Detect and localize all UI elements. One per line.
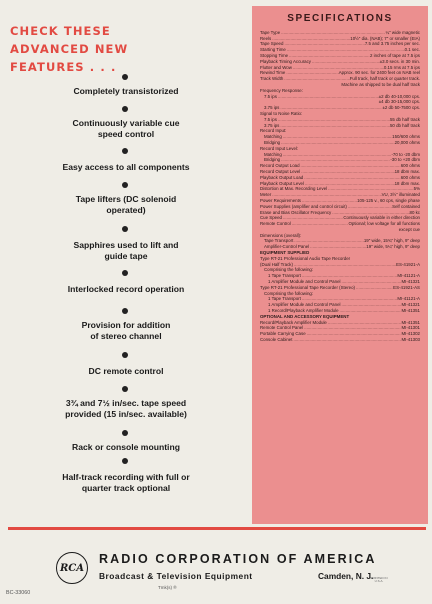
spec-subheading: Type RT-21 Professional Audio Tape Recorder — [260, 255, 351, 261]
spec-value: MI-41303 — [401, 337, 420, 343]
spec-subheading: Comprising the following: — [264, 267, 314, 273]
spec-value: 55 db half track — [389, 116, 420, 122]
feature-item — [8, 118, 244, 140]
spec-value: -30 to +20 dbm — [390, 157, 420, 163]
spec-label: 3.75 ips — [264, 122, 280, 128]
bullet-icon — [122, 148, 128, 154]
spec-label: Rewind Time — [260, 70, 286, 76]
feature-text: Half-track recording with full or quarter track optional — [62, 472, 190, 493]
spec-value: 20,000 ohms — [394, 139, 420, 145]
bullet-icon — [122, 308, 128, 314]
bullet-icon — [122, 182, 128, 188]
feature-text: Provision for addition of stereo channel — [81, 320, 171, 341]
spec-value: 600 ohms — [400, 174, 420, 180]
spec-label: Bridging — [264, 157, 281, 163]
spec-value: 19" wide, 15¾" high, 9" deep — [363, 238, 420, 244]
spec-value: ES-41921-A — [396, 261, 420, 267]
spec-value: 2 inches of tape at 7.5 ips — [369, 52, 420, 58]
spec-row — [260, 337, 420, 343]
spec-value: 19" wide, 5¼" high, 9" deep — [366, 244, 420, 250]
spec-value: ±3.0 secs. in 30 min. — [379, 58, 420, 64]
spec-label: Stopping Time — [260, 52, 289, 58]
spec-subheading: Record Input: — [260, 128, 287, 134]
bullet-icon — [122, 458, 128, 464]
feature-item — [8, 366, 244, 377]
spec-label: 1 Record/Playback Amplifier Module — [268, 308, 339, 314]
spec-value: -70 to -20 dbm — [391, 151, 420, 157]
division-name: Broadcast & Television Equipment — [99, 571, 253, 581]
spec-label: Playback Output Load — [260, 174, 304, 180]
spec-value: 0.1 sec. — [404, 47, 420, 53]
spec-label: 1 Amplifier Module and Control Panel — [268, 279, 341, 285]
spec-section-heading: EQUIPMENT SUPPLIED — [260, 250, 310, 256]
feature-text: Interlocked record operation — [67, 284, 185, 294]
spec-value: Optional; low voltage for all functions — [348, 221, 420, 227]
spec-subheading: Dimensions (overall): — [260, 232, 302, 238]
spec-label: Console Cabinet — [260, 337, 293, 343]
spec-value: MI-41121-A — [397, 296, 420, 302]
spec-section-heading: OPTIONAL AND ACCESSORY EQUIPMENT — [260, 313, 350, 319]
spec-label: Flutter and Wow — [260, 64, 292, 70]
leader-dots — [339, 308, 402, 314]
spec-row — [260, 285, 420, 291]
spec-value: ES-41921-AS — [393, 284, 420, 290]
spec-value-continued: Machine as shipped to be dual half track — [341, 81, 420, 87]
spec-label: Power Supplies (amplifier and control circuit) — [260, 203, 347, 209]
feature-item — [8, 86, 244, 97]
city: Camden, N. J. — [318, 571, 374, 581]
spec-label: Tape Type — [260, 29, 281, 35]
spec-value: ±2 db 50-7500 cps. — [382, 105, 420, 111]
spec-subheading: Signal to Noise Ratio: — [260, 110, 303, 116]
feature-text: DC remote control — [88, 366, 164, 376]
headline-line: FEATURES . . . — [10, 60, 117, 74]
spec-label: Remote Control Panel — [260, 325, 304, 331]
leader-dots — [355, 285, 393, 291]
spec-label: Record Output Load — [260, 163, 300, 169]
spec-value: VU, 3½" illuminated — [381, 192, 420, 198]
spec-label: Track Width — [260, 76, 284, 82]
bullet-icon — [122, 430, 128, 436]
bullet-icon — [122, 352, 128, 358]
spec-value: 7.5 and 3.75 inches per sec. — [364, 41, 420, 47]
spec-subheading: Record Input Level: — [260, 145, 299, 151]
spec-label: Portable Carrying Case — [260, 331, 306, 337]
spec-label: Meter — [260, 192, 272, 198]
spec-row — [260, 308, 420, 314]
spec-value: 0.15 rms at 7.5 ips — [383, 64, 420, 70]
spec-label: 7.5 ips — [264, 116, 277, 122]
spec-value: 10½" dia. (NAB); 7" or smaller (EIA) — [350, 35, 420, 41]
specifications-title: SPECIFICATIONS — [287, 13, 393, 24]
bullet-icon — [122, 106, 128, 112]
rca-logo-text: RCA — [59, 562, 85, 574]
bullet-icon — [122, 74, 128, 80]
feature-item — [8, 284, 244, 295]
feature-text: Sapphires used to lift and guide tape — [73, 240, 179, 261]
bullet-icon — [122, 226, 128, 232]
feature-text: Rack or console mounting — [72, 442, 180, 452]
feature-text: Completely transistorized — [73, 86, 179, 96]
spec-value-continued: except cue — [398, 226, 420, 232]
spec-label: Bridging — [264, 139, 281, 145]
spec-label: 3.75 ips — [264, 105, 280, 111]
spec-value: MI-41351 — [401, 319, 420, 325]
leader-dots — [283, 76, 349, 82]
headline-line: CHECK THESE — [10, 24, 111, 38]
spec-label: 1 Tape Transport — [268, 296, 301, 302]
spec-value: 50 db half track — [389, 122, 420, 128]
headline-line: ADVANCED NEW — [10, 42, 129, 56]
spec-value: ¼" wide magnetic — [385, 29, 420, 35]
specifications-panel — [252, 6, 428, 524]
spec-label: Matching — [264, 151, 282, 157]
spec-value: MI-41321 — [401, 279, 420, 285]
spec-label: 1 Tape Transport — [268, 273, 301, 279]
spec-label: (Dual Half Track) — [260, 261, 293, 267]
spec-subheading: Frequency Response: — [260, 87, 303, 93]
headline — [10, 22, 250, 76]
spec-label: Record Output Level — [260, 168, 301, 174]
feature-text: Easy access to all components — [62, 162, 190, 172]
spec-label: Amplifier-Control Panel — [264, 244, 310, 250]
spec-value: 18 dbm max. — [394, 168, 420, 174]
spec-value: 600 ohms — [400, 163, 420, 169]
spec-label: Starting Time — [260, 47, 286, 53]
spec-value: Full track, half track or quarter track. — [349, 76, 420, 82]
leader-dots — [291, 221, 349, 227]
spec-value: 5% — [413, 186, 420, 192]
spec-label: 7.5 ips — [264, 93, 277, 99]
spec-label: Playback Output Level — [260, 180, 304, 186]
leader-dots — [309, 244, 366, 250]
spec-value-continued: ±4 db 30-15,000 cps. — [378, 99, 420, 105]
feature-item — [8, 162, 244, 173]
spec-subheading: Comprising the following: — [264, 290, 314, 296]
footer — [0, 530, 432, 604]
spec-row — [260, 221, 420, 227]
spec-value: Self contained — [392, 203, 420, 209]
spec-label: Playback Timing Accuracy — [260, 58, 311, 64]
spec-value: MI-41121-A — [397, 273, 420, 279]
spec-label: Distortion at Max. Recording Level — [260, 186, 328, 192]
spec-value: 18 dbm max. — [394, 180, 420, 186]
spec-label: Power Requirements — [260, 197, 301, 203]
spec-value: 80 kc — [409, 209, 420, 215]
feature-item — [8, 320, 244, 342]
leader-dots — [279, 123, 390, 129]
feature-item — [8, 472, 244, 494]
feature-item — [8, 194, 244, 216]
form-number: BC-33060 — [6, 590, 31, 596]
spec-label: Reels — [260, 35, 272, 41]
spec-label: 1 Amplifier Module and Control Panel — [268, 302, 341, 308]
spec-label: Cue Speed — [260, 215, 282, 221]
spec-label: Matching — [264, 134, 282, 140]
union-label: PRINTED IN U.S.A. — [370, 576, 388, 584]
specifications-list — [252, 30, 428, 343]
feature-item — [8, 240, 244, 262]
feature-text: Tape lifters (DC solenoid operated) — [75, 194, 177, 215]
spec-label: Remote Control — [260, 221, 291, 227]
spec-value: Approx. 90 sec. for 2400 feet on NAB reel — [338, 70, 420, 76]
corporation-name: RADIO CORPORATION OF AMERICA — [99, 552, 377, 566]
leader-dots — [292, 337, 401, 343]
spec-value: MI-41351 — [401, 308, 420, 314]
spec-row — [260, 140, 420, 146]
spec-value: Continuously variable in either direction — [343, 215, 420, 221]
spec-value: 150/600 ohms — [392, 134, 420, 140]
spec-label: Type RT-21 Professional Tape Recorder (Stereo) — [260, 284, 356, 290]
leader-dots — [277, 94, 379, 100]
trademark-note: Tmk(s) ® — [158, 585, 177, 590]
feature-item — [8, 398, 244, 420]
spec-label: Erase and Bias Oscillator Frequency — [260, 209, 332, 215]
spec-value: MI-41301 — [401, 325, 420, 331]
feature-text: Continuously variable cue speed control — [72, 118, 180, 139]
spec-label: Tape Transport — [264, 238, 294, 244]
spec-value: 105-125 v., 60 cps, single phase — [357, 197, 420, 203]
feature-text: 3¾ and 7½ in/sec. tape speed provided (15 in/sec. available) — [65, 398, 187, 419]
bullet-icon — [122, 270, 128, 276]
leader-dots — [280, 140, 395, 146]
features-column — [10, 22, 250, 76]
spec-label: Tape Speed — [260, 41, 284, 47]
rca-logo — [56, 552, 88, 584]
feature-item — [8, 442, 244, 453]
bullet-icon — [122, 386, 128, 392]
spec-value: MI-41302 — [401, 331, 420, 337]
spec-value: ±2 db 40-10,000 cps. — [378, 93, 420, 99]
spec-value: MI-41321 — [401, 302, 420, 308]
spec-label: Record/Playback Amplifier Module — [260, 319, 327, 325]
